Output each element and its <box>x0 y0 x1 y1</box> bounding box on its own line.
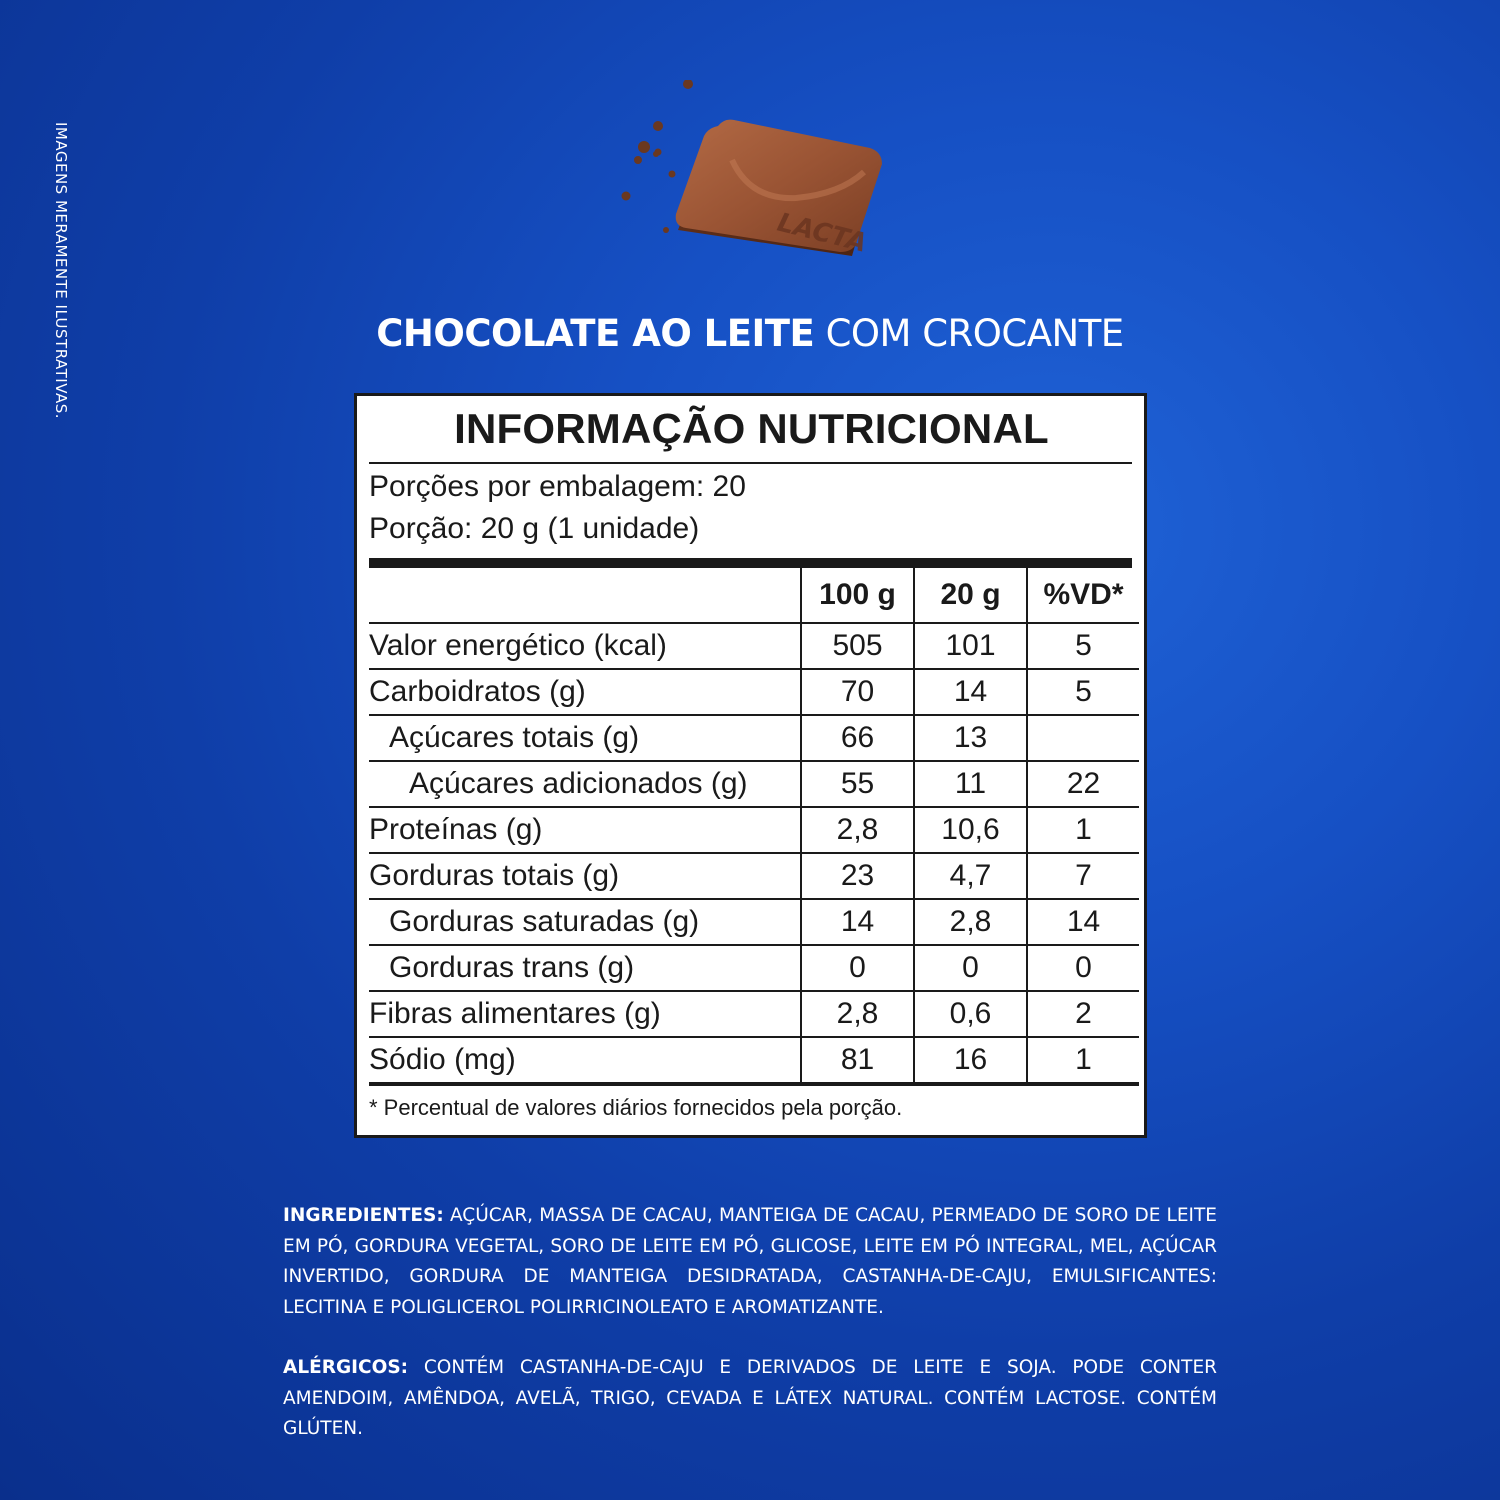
divider-thick <box>369 558 1132 568</box>
nutrient-label: Proteínas (g) <box>369 807 801 853</box>
table-row <box>369 715 1139 761</box>
value-per-20g: 4,7 <box>914 853 1027 899</box>
chocolate-piece-image <box>600 80 900 300</box>
nutrient-label: Fibras alimentares (g) <box>369 991 801 1037</box>
nutrition-table <box>369 568 1139 1086</box>
value-daily-percent: 1 <box>1027 807 1139 853</box>
footnote: * Percentual de valores diários fornecidos pela porção. <box>369 1095 903 1120</box>
ingredients-block <box>283 1201 1217 1323</box>
value-per-100g: 2,8 <box>801 991 914 1037</box>
divider <box>369 462 1132 464</box>
allergens-text: CONTÉM CASTANHA-DE-CAJU E DERIVADOS DE LEITE E SOJA. PODE CONTER AMENDOIM, AMÊNDOA, AVELÃ, TRIGO, CEVADA E LÁTEX NATURAL. CONTÉM LACTOSE. CONTÉM GLÚTEN. <box>283 1357 1217 1439</box>
value-per-20g: 2,8 <box>914 899 1027 945</box>
value-per-20g: 13 <box>914 715 1027 761</box>
value-per-20g: 10,6 <box>914 807 1027 853</box>
value-daily-percent: 5 <box>1027 669 1139 715</box>
table-row <box>369 807 1139 853</box>
table-row <box>369 1037 1139 1084</box>
header-100g: 100 g <box>801 568 914 623</box>
value-daily-percent <box>1027 715 1139 761</box>
value-per-100g: 66 <box>801 715 914 761</box>
nutrient-label: Sódio (mg) <box>369 1037 801 1084</box>
value-per-20g: 101 <box>914 623 1027 669</box>
allergens-block <box>283 1353 1217 1445</box>
value-per-20g: 14 <box>914 669 1027 715</box>
nutrient-label: Carboidratos (g) <box>369 669 801 715</box>
table-row <box>369 991 1139 1037</box>
header-label <box>369 568 801 623</box>
table-row <box>369 945 1139 991</box>
value-daily-percent: 0 <box>1027 945 1139 991</box>
product-title-light: COM CROCANTE <box>825 312 1124 355</box>
value-per-20g: 0 <box>914 945 1027 991</box>
ingredients-label: INGREDIENTES: <box>283 1205 444 1226</box>
nutrient-label: Valor energético (kcal) <box>369 623 801 669</box>
table-row <box>369 853 1139 899</box>
nutrition-title: INFORMAÇÃO NUTRICIONAL <box>454 405 1049 452</box>
table-row <box>369 669 1139 715</box>
chocolate-brand-emboss: LACTA <box>774 207 870 259</box>
value-daily-percent: 2 <box>1027 991 1139 1037</box>
nutrient-label: Gorduras trans (g) <box>369 945 801 991</box>
header-20g: 20 g <box>914 568 1027 623</box>
value-per-100g: 505 <box>801 623 914 669</box>
header-vd: %VD* <box>1027 568 1139 623</box>
nutrient-label: Gorduras saturadas (g) <box>369 899 801 945</box>
table-row <box>369 623 1139 669</box>
table-row <box>369 899 1139 945</box>
value-per-100g: 70 <box>801 669 914 715</box>
value-per-20g: 0,6 <box>914 991 1027 1037</box>
nutrient-label: Açúcares adicionados (g) <box>369 761 801 807</box>
value-daily-percent: 1 <box>1027 1037 1139 1084</box>
serving-size: Porção: 20 g (1 unidade) <box>369 512 700 545</box>
value-per-100g: 81 <box>801 1037 914 1084</box>
allergens-label: ALÉRGICOS: <box>283 1357 409 1378</box>
value-daily-percent: 7 <box>1027 853 1139 899</box>
table-header-row <box>369 568 1139 623</box>
value-per-100g: 55 <box>801 761 914 807</box>
nutrient-label: Açúcares totais (g) <box>369 715 801 761</box>
nutrition-facts-panel <box>354 393 1147 1138</box>
illustrative-disclaimer: IMAGENS MERAMENTE ILUSTRATIVAS. <box>52 122 70 420</box>
value-per-100g: 0 <box>801 945 914 991</box>
nutrient-label: Gorduras totais (g) <box>369 853 801 899</box>
servings-per-package: Porções por embalagem: 20 <box>369 470 746 503</box>
value-per-20g: 11 <box>914 761 1027 807</box>
value-daily-percent: 14 <box>1027 899 1139 945</box>
ingredients-text: AÇÚCAR, MASSA DE CACAU, MANTEIGA DE CACAU, PERMEADO DE SORO DE LEITE EM PÓ, GORDURA VEGETAL, SORO DE LEITE EM PÓ, GLICOSE, LEITE EM PÓ INTEGRAL, MEL, AÇÚCAR INVERTIDO, GORDURA DE MANTEIGA DESIDRATADA, CASTANHA-DE-CAJU, EMULSIFICANTES: LECITINA E POLIGLICEROL POLIRRICINOLEATO E AROMATIZANTE. <box>283 1205 1217 1318</box>
table-row <box>369 761 1139 807</box>
value-per-100g: 23 <box>801 853 914 899</box>
value-per-100g: 14 <box>801 899 914 945</box>
value-per-100g: 2,8 <box>801 807 914 853</box>
value-per-20g: 16 <box>914 1037 1027 1084</box>
product-title-bold: CHOCOLATE AO LEITE <box>376 312 815 355</box>
value-daily-percent: 5 <box>1027 623 1139 669</box>
product-title <box>0 312 1500 355</box>
value-daily-percent: 22 <box>1027 761 1139 807</box>
